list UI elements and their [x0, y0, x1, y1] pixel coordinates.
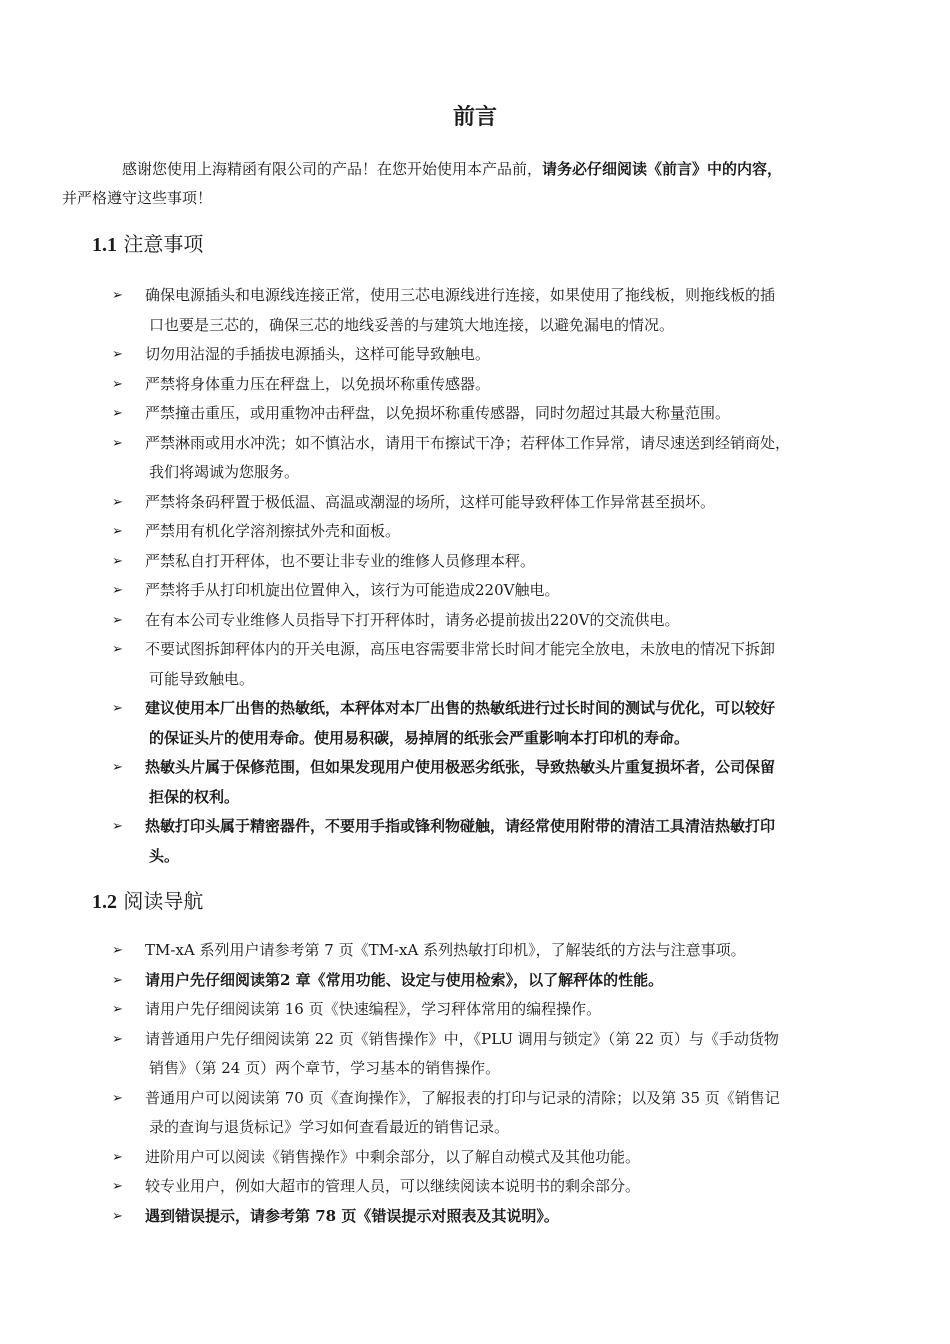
- list-item-text-cont: 拒保的权利。: [149, 787, 240, 806]
- list-item: [112, 370, 872, 400]
- list-item-text-cont: 销售》（第 24 页）两个章节，学习基本的销售操作。: [149, 1059, 501, 1077]
- list-item-text: 严禁撞击重压，或用重物冲击秤盘，以免损坏称重传感器，同时勿超过其最大称量范围。: [145, 404, 731, 422]
- arrow-bullet-icon: ➢: [112, 612, 123, 628]
- arrow-bullet-icon: ➢: [112, 376, 123, 392]
- list-item: [112, 1202, 872, 1232]
- section-number: 1.2: [92, 891, 117, 913]
- page-title: 前言: [452, 104, 497, 130]
- list-item: [112, 1025, 872, 1084]
- list-item-text: 严禁淋雨或用水冲洗；如不慎沾水，请用干布擦试干净；若秤体工作异常，请尽速送到经销商处，: [145, 433, 791, 452]
- list-item: [112, 547, 872, 577]
- list-item: [112, 694, 872, 753]
- arrow-bullet-icon: ➢: [112, 1090, 123, 1106]
- arrow-bullet-icon: ➢: [112, 701, 123, 716]
- arrow-bullet-icon: ➢: [112, 288, 123, 303]
- list-item-text: 较专业用户，例如大超市的管理人员，可以继续阅读本说明书的剩余部分。: [145, 1177, 641, 1195]
- list-item-text-cont: 头。: [149, 846, 180, 865]
- list-item: [112, 995, 872, 1025]
- arrow-bullet-icon: ➢: [112, 524, 123, 539]
- arrow-bullet-icon: ➢: [112, 1179, 123, 1194]
- list-item: [112, 606, 872, 636]
- arrow-bullet-icon: ➢: [112, 1149, 123, 1165]
- arrow-bullet-icon: ➢: [112, 819, 123, 834]
- arrow-bullet-icon: ➢: [112, 760, 123, 775]
- intro-bold-text: 请务必仔细阅读《前言》中的内容，: [542, 160, 783, 178]
- list-item-text: 不要试图拆卸秤体内的开关电源，高压电容需要非常长时间才能完全放电，未放电的情况下拆卸: [145, 640, 776, 658]
- list-item: [112, 635, 872, 694]
- list-item: [112, 340, 872, 370]
- arrow-bullet-icon: ➢: [112, 435, 123, 451]
- list-item-text: 严禁私自打开秤体，也不要让非专业的维修人员修理本秤。: [145, 551, 536, 570]
- list-item: [112, 488, 872, 518]
- list-item: [112, 517, 872, 547]
- arrow-bullet-icon: ➢: [112, 347, 123, 362]
- section-heading-notes: [92, 229, 203, 260]
- arrow-bullet-icon: ➢: [112, 1031, 123, 1047]
- list-item: [112, 753, 872, 812]
- list-item: [112, 1143, 872, 1173]
- list-item-text: 建议使用本厂出售的热敏纸，本秤体对本厂出售的热敏纸进行过长时间的测试与优化，可以较好: [145, 699, 776, 717]
- list-item-text: 严禁将身体重力压在秤盘上，以免损坏称重传感器。: [145, 374, 491, 393]
- list-item-text: 请用户先仔细阅读第2 章《常用功能、设定与使用检索》，以了解秤体的性能。: [145, 970, 664, 989]
- arrow-bullet-icon: ➢: [112, 553, 123, 569]
- list-item-text: 进阶用户可以阅读《销售操作》中剩余部分，以了解自动模式及其他功能。: [145, 1147, 641, 1166]
- list-item: [112, 399, 872, 429]
- section-title: 注意事项: [123, 232, 204, 256]
- list-item-text: 严禁将手从打印机旋出位置伸入，该行为可能造成220V触电。: [145, 581, 560, 599]
- list-item-text: 确保电源插头和电源线连接正常，使用三芯电源线进行连接，如果使用了拖线板，则拖线板的插: [145, 286, 776, 304]
- notes-list: [112, 281, 872, 871]
- list-item: [112, 281, 872, 340]
- list-item: [112, 1084, 872, 1143]
- navigation-list: [112, 936, 872, 1231]
- arrow-bullet-icon: ➢: [112, 972, 123, 988]
- intro-paragraph: [62, 155, 872, 213]
- list-item-text: 普通用户可以阅读第 70 页《查询操作》，了解报表的打印与记录的清除；以及第 35 页《销售记: [145, 1088, 780, 1107]
- list-item-text: 请用户先仔细阅读第 16 页《快速编程》，学习秤体常用的编程操作。: [145, 1000, 602, 1018]
- intro-text: 感谢您使用上海精函有限公司的产品！在您开始使用本产品前，: [122, 160, 543, 178]
- list-item-text: 热敏头片属于保修范围，但如果发现用户使用极恶劣纸张，导致热敏头片重复损坏者，公司保留: [145, 758, 776, 776]
- list-item-text-cont: 录的查询与退货标记》学习如何查看最近的销售记录。: [149, 1118, 510, 1136]
- arrow-bullet-icon: ➢: [112, 406, 123, 421]
- arrow-bullet-icon: ➢: [112, 1002, 123, 1017]
- list-item-text-cont: 我们将竭诚为您服务。: [149, 463, 300, 481]
- list-item-text: 请普通用户先仔细阅读第 22 页《销售操作》中，《PLU 调用与锁定》（第 22 页）与《手动货物: [145, 1029, 779, 1048]
- section-title: 阅读导航: [123, 889, 204, 913]
- list-item: [112, 812, 872, 871]
- list-item-text: 热敏打印头属于精密器件，不要用手指或锋利物碰触，请经常使用附带的清洁工具清洁热敏打印: [145, 817, 776, 835]
- list-item-text: 严禁用有机化学溶剂擦拭外壳和面板。: [145, 522, 401, 540]
- list-item-text: 切勿用沾湿的手插拔电源插头，这样可能导致触电。: [145, 345, 491, 363]
- list-item: [112, 1172, 872, 1202]
- arrow-bullet-icon: ➢: [112, 583, 123, 598]
- list-item-text: TM-xA 系列用户请参考第 7 页《TM-xA 系列热敏打印机》，了解装纸的方法与注意事项。: [145, 941, 746, 959]
- arrow-bullet-icon: ➢: [112, 494, 123, 510]
- section-heading-navigation: [92, 886, 203, 917]
- list-item-text-cont: 的保证头片的使用寿命。使用易积碳，易掉屑的纸张会严重影响本打印机的寿命。: [149, 728, 690, 747]
- list-item-text: 在有本公司专业维修人员指导下打开秤体时，请务必提前拔出220V的交流供电。: [145, 610, 680, 629]
- list-item-text: 严禁将条码秤置于极低温、高温或潮湿的场所，这样可能导致秤体工作异常甚至损坏。: [145, 492, 716, 511]
- list-item: [112, 429, 872, 488]
- arrow-bullet-icon: ➢: [112, 642, 123, 657]
- list-item: [112, 966, 872, 996]
- list-item-text-cont: 口也要是三芯的，确保三芯的地线妥善的与建筑大地连接，以避免漏电的情况。: [149, 315, 675, 334]
- arrow-bullet-icon: ➢: [112, 1208, 123, 1224]
- list-item: [112, 576, 872, 606]
- list-item-text-cont: 可能导致触电。: [149, 669, 255, 688]
- intro-text-cont: 并严格遵守这些事项！: [62, 189, 213, 207]
- list-item: [112, 936, 872, 966]
- list-item-text: 遇到错误提示，请参考第 78 页《错误提示对照表及其说明》。: [145, 1206, 559, 1225]
- arrow-bullet-icon: ➢: [112, 943, 123, 958]
- section-number: 1.1: [92, 234, 117, 256]
